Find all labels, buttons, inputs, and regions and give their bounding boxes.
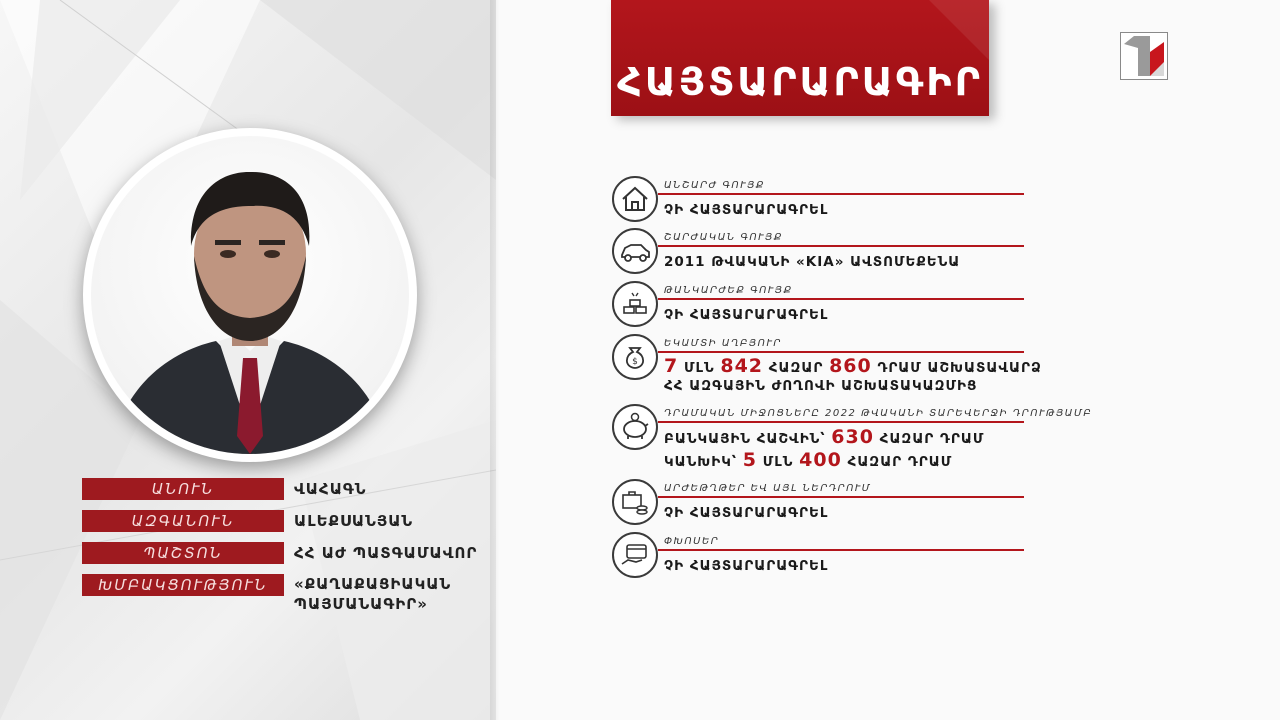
faction-line-1: «ՔԱՂԱՔԱՑԻԱԿԱՆ — [294, 575, 452, 593]
cash-millions-unit: ՄԼՆ — [762, 454, 794, 470]
cash-text: ԿԱՆԽԻԿ՝ — [664, 454, 738, 470]
row-divider — [658, 351, 1024, 353]
row-divider — [658, 549, 1024, 551]
person-silhouette — [91, 136, 409, 454]
page-title: ՀԱՅՏԱՐԱՐԱԳԻՐ — [617, 60, 983, 104]
securities-label: ԱՐԺԵԹՂԹԵՐ ԵՎ ԱՅԼ ՆԵՐԴՐՈՒՄ — [664, 483, 872, 494]
income-units: 860 — [829, 355, 872, 377]
securities-value: ՉԻ ՀԱՅՏԱՐԱՐԱԳՐԵԼ — [664, 505, 829, 521]
income-millions-unit: ՄԼՆ — [683, 360, 715, 376]
valuables-label: ԹԱՆԿԱՐԺԵՔ ԳՈՒՅՔ — [664, 285, 793, 296]
money-bag-icon — [612, 334, 658, 380]
income-label: ԵԿԱՄՏԻ ԱՂԲՅՈՒՐ — [664, 338, 782, 349]
faction-value — [294, 574, 451, 614]
income-value-line-1 — [664, 355, 1042, 377]
real-estate-label: ԱՆՇԱՐԺ ԳՈՒՅՔ — [664, 180, 765, 191]
house-icon — [612, 176, 658, 222]
movable-property-label: ՇԱՐԺԱԿԱՆ ԳՈՒՅՔ — [664, 232, 783, 243]
income-thousands: 842 — [720, 355, 764, 377]
portrait-photo — [91, 136, 409, 454]
channel-one-logo — [1120, 32, 1168, 80]
valuables-value: ՉԻ ՀԱՅՏԱՐԱՐԱԳՐԵԼ — [664, 307, 829, 323]
surname-label: ԱԶԳԱՆՈՒՆ — [82, 510, 284, 532]
title-banner-corner — [929, 0, 989, 60]
bank-account-line — [664, 426, 984, 448]
cash-thousands-unit: ՀԱԶԱՐ ԴՐԱՄ — [847, 454, 953, 470]
position-label: ՊԱՇՏՈՆ — [82, 542, 284, 564]
bank-account-amount: 630 — [831, 426, 874, 448]
briefcase-coins-icon — [612, 479, 658, 525]
loans-value: ՉԻ ՀԱՅՏԱՐԱՐԱԳՐԵԼ — [664, 558, 829, 574]
income-value-line-2: ՀՀ ԱԶԳԱՅԻՆ ԺՈՂՈՎԻ ԱՇԽԱՏԱԿԱԶՄԻՑ — [664, 378, 978, 394]
row-divider — [658, 245, 1024, 247]
bank-account-unit: ՀԱԶԱՐ ԴՐԱՄ — [879, 431, 985, 447]
card-hand-icon — [612, 532, 658, 578]
position-value: ՀՀ ԱԺ ՊԱՏԳԱՄԱՎՈՐ — [294, 544, 478, 562]
movable-property-value: 2011 ԹՎԱԿԱՆԻ «KIA» ԱՎՏՈՄԵՔԵՆԱ — [664, 254, 961, 270]
cash-millions: 5 — [742, 449, 758, 471]
row-divider — [658, 193, 1024, 195]
surname-value: ԱԼԵՔՍԱՆՅԱՆ — [294, 512, 414, 530]
name-value: ՎԱՀԱԳՆ — [294, 480, 367, 498]
income-thousands-unit: ՀԱԶԱՐ — [768, 360, 824, 376]
portrait-frame — [83, 128, 417, 462]
row-divider — [658, 496, 1024, 498]
name-label: ԱՆՈՒՆ — [82, 478, 284, 500]
cash-line — [664, 449, 952, 471]
title-banner — [611, 0, 989, 116]
gold-bars-icon — [612, 281, 658, 327]
row-divider — [658, 298, 1024, 300]
car-icon — [612, 228, 658, 274]
loans-label: ՓԽՈՍԵՐ — [664, 536, 720, 547]
income-millions: 7 — [664, 355, 679, 377]
bank-account-text: ԲԱՆԿԱՅԻՆ ՀԱՇՎԻՆ՝ — [664, 431, 826, 447]
row-divider — [658, 421, 1024, 423]
faction-line-2: ՊԱՅՄԱՆԱԳԻՐ» — [294, 595, 428, 613]
faction-label: ԽՄԲԱԿՑՈՒԹՅՈՒՆ — [82, 574, 284, 596]
svg-text:$: $ — [632, 357, 638, 367]
real-estate-value: ՉԻ ՀԱՅՏԱՐԱՐԱԳՐԵԼ — [664, 202, 829, 218]
cash-thousands: 400 — [799, 449, 842, 471]
cash-assets-label: ԴՐԱՄԱԿԱՆ ՄԻՋՈՑՆԵՐԸ 2022 ԹՎԱԿԱՆԻ ՏԱՐԵՎԵՐՋԻ ԴՐՈՒԹՅԱՄԲ — [664, 408, 1093, 419]
piggy-bank-icon — [612, 404, 658, 450]
panel-divider — [490, 0, 500, 720]
income-units-text: ԴՐԱՄ ԱՇԽԱՏԱՎԱՐՁ — [877, 360, 1042, 376]
